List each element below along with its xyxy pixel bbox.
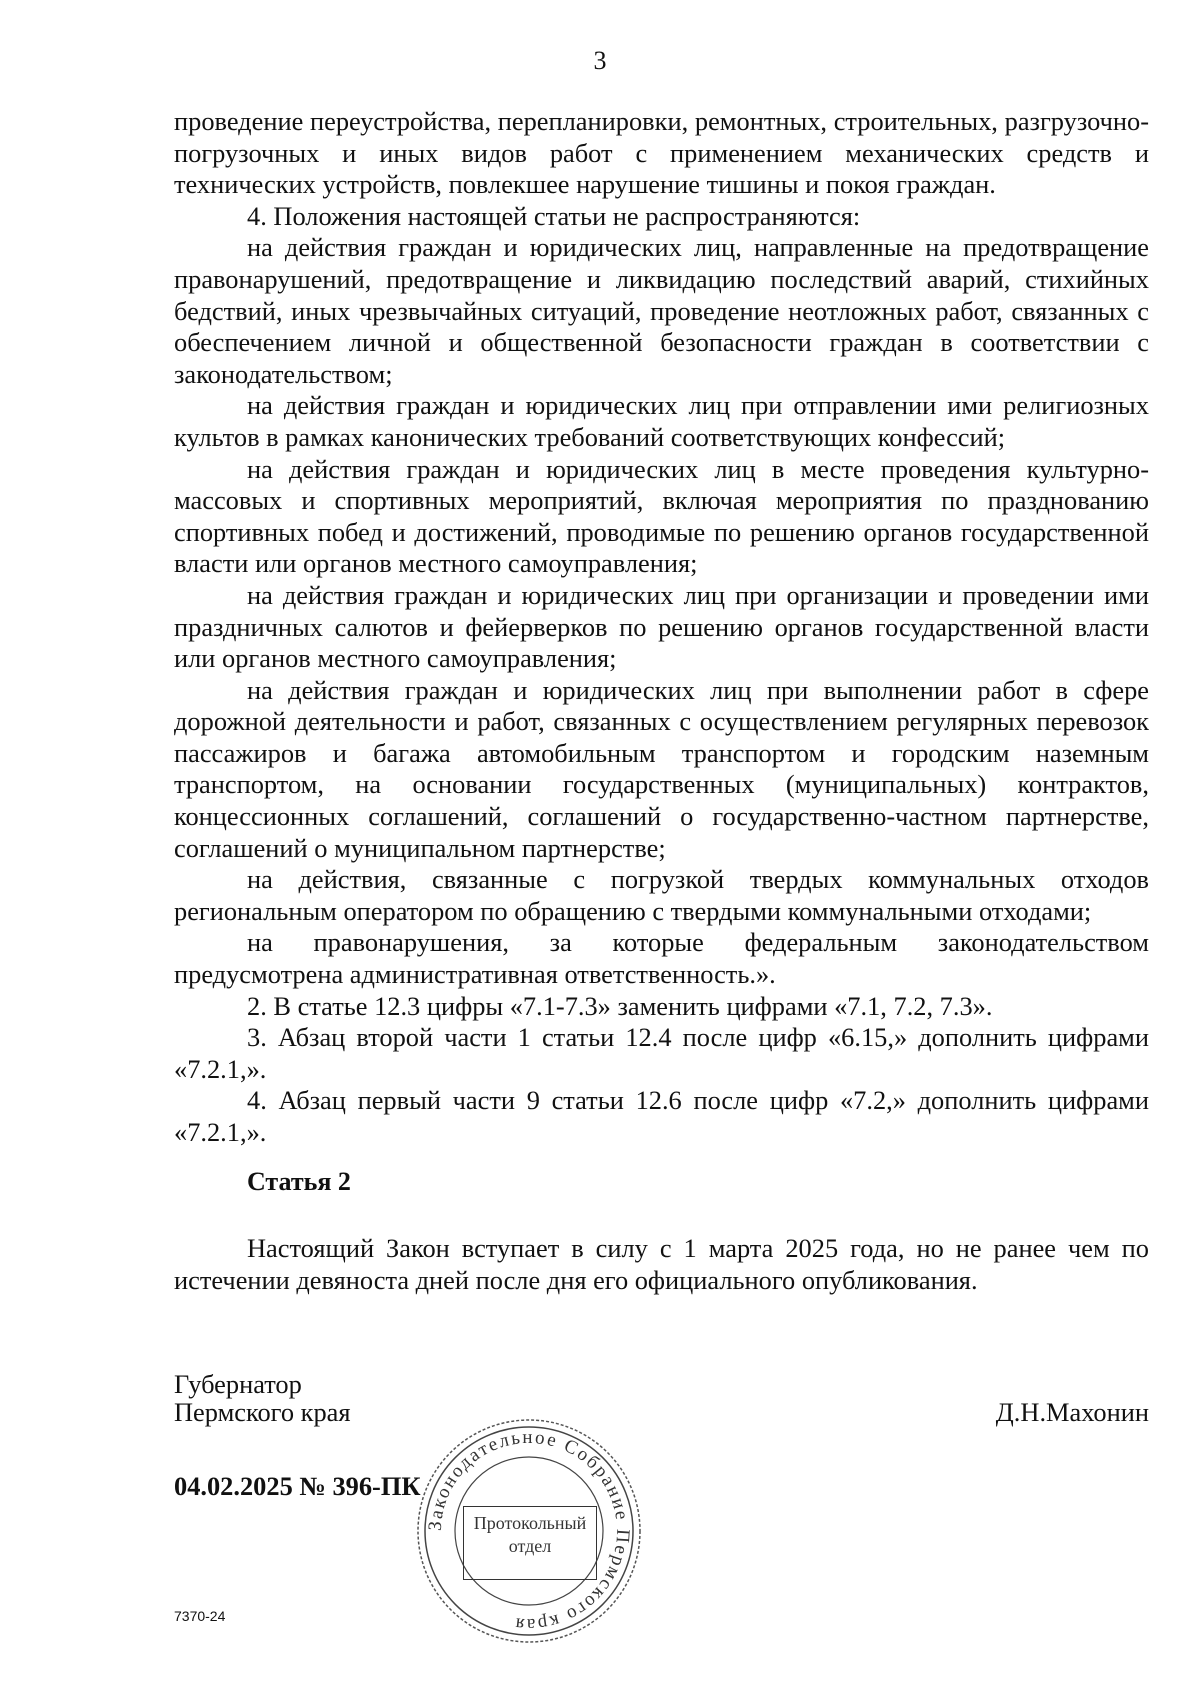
- signatory-title-line: Губернатор: [174, 1369, 302, 1399]
- paragraph: на действия граждан и юридических лиц при выполнении работ в сфере дорожной деятельности и работ, связанных с осуществлением регулярных перевозок пассажиров и багажа автомобильным транспортом и городским наземным транспортом, на основании государственных (муниципальных) контрактов, концессионных соглашений, соглашений о государственно-частном партнерстве, соглашений о муниципальном партнерстве;: [174, 674, 1149, 863]
- page-number: 3: [593, 46, 607, 75]
- signatory-title-line: Пермского края: [174, 1397, 351, 1427]
- effective-date-paragraph: Настоящий Закон вступает в силу с 1 марта 2025 года, но не ранее чем по истечении девяноста дней после дня его официального опубликования.: [174, 1233, 1149, 1295]
- paragraph: на действия граждан и юридических лиц при отправлении ими религиозных культов в рамках канонических требований соответствующих конфессий;: [174, 390, 1149, 452]
- paragraph: 2. В статье 12.3 цифры «7.1-7.3» заменить цифрами «7.1, 7.2, 7.3».: [247, 990, 993, 1021]
- paragraph: 4. Положения настоящей статьи не распространяются:: [247, 200, 861, 231]
- seal-ring-text: Законодательное Собрание Пермского края: [424, 1426, 634, 1636]
- paragraph: на правонарушения, за которые федеральным законодательством предусмотрена административная ответственность.».: [174, 927, 1149, 990]
- paragraph: проведение переустройства, перепланировки, ремонтных, строительных, разгрузочно-погрузочных и иных видов работ с применением механических средств и технических устройств, повлекшее нарушение тишины и покоя граждан.: [174, 106, 1149, 200]
- paragraph: на действия, связанные с погрузкой твердых коммунальных отходов региональным оператором по обращению с твердыми коммунальными отходами;: [174, 864, 1149, 926]
- paragraph: 4. Абзац первый части 9 статьи 12.6 после цифр «7.2,» дополнить цифрами «7.2.1,».: [174, 1085, 1149, 1147]
- law-date-number: 04.02.2025 № 396-ПК: [174, 1471, 421, 1501]
- seal-center-label: [463, 1506, 597, 1580]
- signatory-title: [174, 1370, 351, 1426]
- paragraph: 3. Абзац второй части 1 статьи 12.4 после цифр «6.15,» дополнить цифрами «7.2.1,».: [174, 1022, 1149, 1084]
- seal-center-line: Протокольный: [473, 1513, 587, 1533]
- document-code: 7370-24: [174, 1608, 226, 1624]
- paragraph: на действия граждан и юридических лиц в месте проведения культурно-массовых и спортивных мероприятий, включая мероприятия по празднованию спортивных побед и достижений, проводимые по решению органов государственной власти или органов местного самоуправления;: [174, 453, 1149, 579]
- paragraph: на действия граждан и юридических лиц, направленные на предотвращение правонарушений, предотвращение и ликвидацию последствий аварий, стихийных бедствий, иных чрезвычайных ситуаций, проведение неотложных работ, связанных с обеспечением личной и общественной безопасности граждан в соответствии с законодательством;: [174, 232, 1149, 389]
- paragraph: на действия граждан и юридических лиц при организации и проведении ими праздничных салютов и фейерверков по решению органов государственной власти или органов местного самоуправления;: [174, 579, 1149, 674]
- amendment-text: [174, 106, 1149, 1149]
- article-heading: Статья 2: [247, 1167, 351, 1196]
- seal-center-line: отдел: [508, 1536, 552, 1556]
- signatory-name: Д.Н.Махонин: [995, 1397, 1149, 1427]
